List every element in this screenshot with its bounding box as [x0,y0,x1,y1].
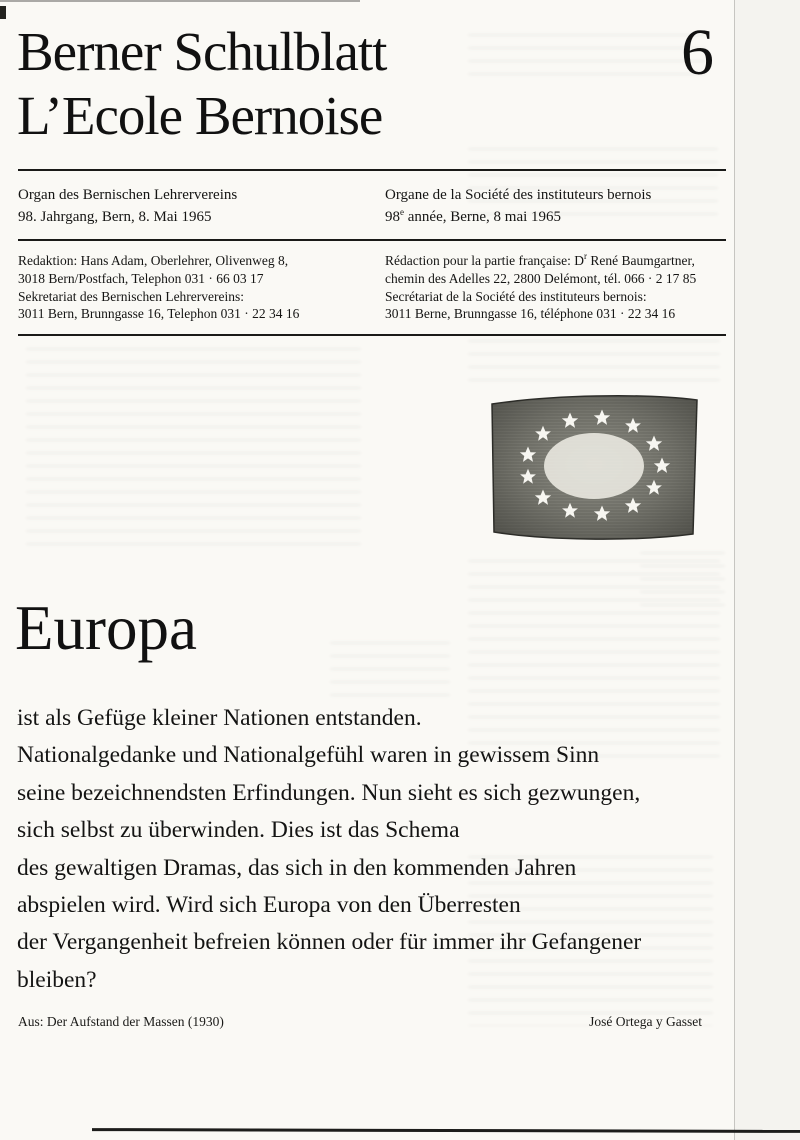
scan-artifact [0,0,360,2]
article-body [17,700,757,999]
contact-line-part: Rédaction pour la partie française: D [385,253,585,268]
article-heading: Europa [15,593,197,663]
organ-date-line [385,207,730,229]
body-line: sich selbst zu überwinden. Dies ist das Schema [17,817,460,844]
scan-artifact [0,6,6,19]
scan-artifact [92,1128,800,1133]
contact-line: chemin des Adelles 22, 2800 Delémont, tél. 066 · 2 17 85 [385,270,697,286]
contact-info-german [18,252,368,323]
doctor-superscript: r [584,251,588,261]
magazine-title [17,20,386,148]
scan-showthrough-artifact [330,642,450,700]
contact-line-part: René Baumgartner, [587,253,695,268]
organ-line: Organ des Bernischen Lehrervereins [18,187,238,203]
contact-line: Secrétariat de la Société des instituteurs bernois: [385,288,647,304]
body-line: abspielen wird. Wird sich Europa von den Überresten [17,892,521,919]
european-flag-engraving [482,390,707,548]
contact-line: Redaktion: Hans Adam, Oberlehrer, Olivenweg 8, [18,253,289,268]
magazine-title-line1: Berner Schulblatt [17,21,387,82]
european-flag-figure [482,390,707,553]
contact-line: Sekretariat des Bernischen Lehrervereins: [18,288,245,304]
quote-author: José Ortega y Gasset [589,1014,702,1029]
contact-line [385,252,730,270]
contact-line: 3011 Berne, Brunngasse 16, téléphone 031 · 22 34 16 [385,306,676,322]
issue-number: 6 [681,16,714,89]
horizontal-rule [18,334,726,336]
body-line: der Vergangenheit befreien können oder für immer ihr Gefangener [17,929,642,956]
horizontal-rule [18,169,726,171]
magazine-title-line2: L’Ecole Bernoise [17,85,383,146]
contact-info-french [385,252,730,323]
body-line: seine bezeichnendsten Erfindungen. Nun sieht es sich gezwungen, [17,779,641,806]
body-line: bleiben? [17,966,97,993]
organ-line: Organe de la Société des instituteurs bernois [385,187,652,203]
contact-line: 3018 Bern/Postfach, Telephon 031 · 66 03 17 [18,270,264,286]
scan-showthrough-artifact [640,552,725,608]
horizontal-rule [18,239,726,241]
scan-showthrough-artifact [468,340,720,390]
scan-showthrough-artifact [468,34,706,80]
year-superscript: e [400,206,404,217]
quote-source: Aus: Der Aufstand der Massen (1930) [18,1014,224,1029]
organ-date-line: 98. Jahrgang, Bern, 8. Mai 1965 [18,208,212,225]
date-rest: année, Berne, 8 mai 1965 [404,208,562,225]
body-line: Nationalgedanke und Nationalgefühl waren in gewissem Sinn [17,742,600,769]
organ-info-german [18,185,368,228]
contact-line: 3011 Bern, Brunngasse 16, Telephon 031 · 22 34 16 [18,306,300,322]
body-line: des gewaltigen Dramas, das sich in den kommenden Jahren [17,854,577,881]
attribution-row [18,1014,702,1030]
scan-showthrough-artifact [26,348,361,548]
body-line: ist als Gefüge kleiner Nationen entstanden. [17,705,422,731]
organ-info-french [385,185,730,228]
year-number: 98 [385,208,400,225]
